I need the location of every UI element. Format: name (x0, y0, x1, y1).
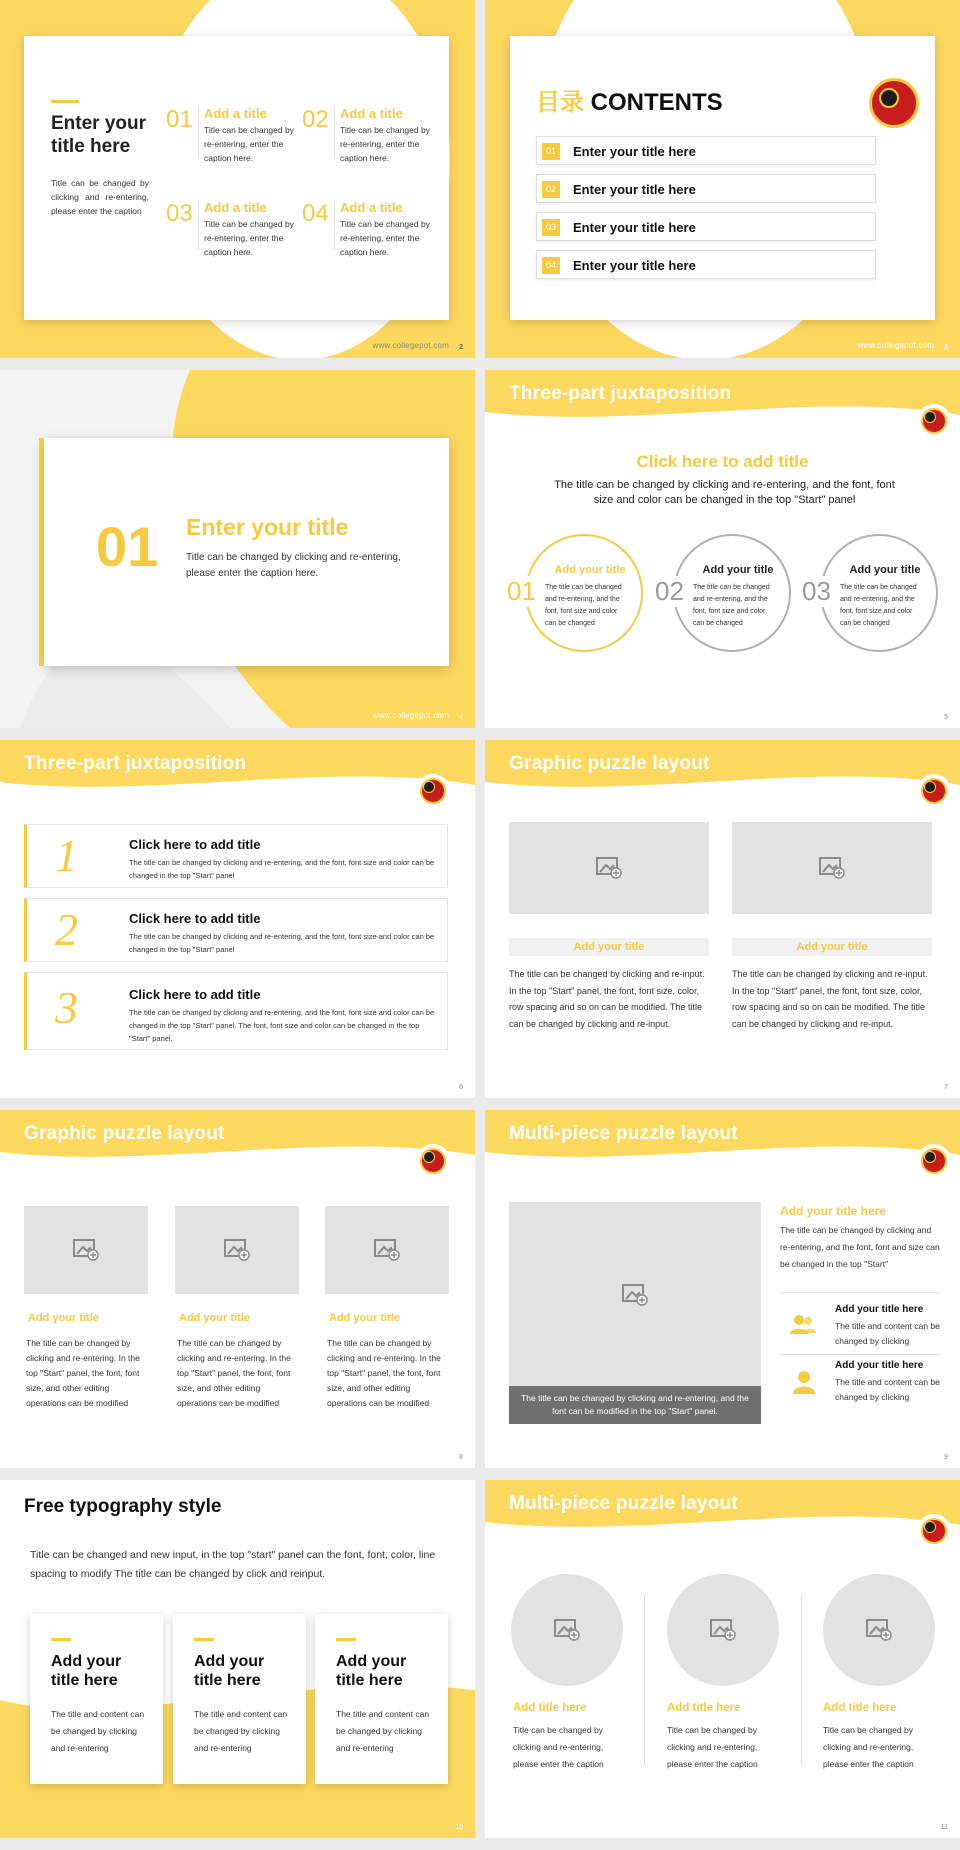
info-card (173, 1614, 306, 1784)
add-image-icon (866, 1619, 892, 1641)
page-number: 11 (940, 1824, 948, 1831)
section-caption: Title can be changed by clicking and re-entering, please enter the caption here. (186, 552, 401, 579)
school-logo (917, 1144, 951, 1178)
image-placeholder[interactable] (509, 1202, 761, 1424)
slide-multi-piece (485, 1110, 960, 1468)
contents-item[interactable] (536, 212, 876, 241)
list-item (24, 972, 448, 1050)
item-number: 1 (55, 830, 78, 881)
accent-bar (39, 438, 44, 666)
info-card (315, 1614, 448, 1784)
add-image-icon (73, 1239, 99, 1261)
accent-bar (51, 1638, 71, 1641)
divider (801, 1595, 802, 1765)
info-card (30, 1614, 163, 1784)
divider (780, 1292, 940, 1293)
item-title: Add your title (28, 1312, 99, 1324)
item-text: The title can be changed by clicking and re-input. In the top "Start" panel, the font, font size, color, row spacing and so on can be modified. The title can be changed by clicking and re-input. (732, 969, 928, 1029)
content-card (510, 36, 935, 320)
page-number: 3 (944, 344, 948, 351)
item-number: 04 (302, 200, 329, 227)
item-title: Add title here (513, 1702, 587, 1714)
agenda-item (166, 106, 294, 176)
image-placeholder[interactable] (511, 1574, 623, 1686)
page-number: 5 (944, 714, 948, 721)
item-number: 02 (542, 181, 560, 198)
item-text: Title can be changed by clicking and re-entering, please enter the caption (823, 1725, 914, 1769)
divider (644, 1595, 645, 1765)
page-number: 7 (944, 1084, 948, 1091)
feature-text: The title and content can be changed by clicking (835, 1377, 940, 1402)
school-logo (917, 774, 951, 808)
circle-title: Add your title (849, 564, 921, 576)
image-placeholder[interactable] (732, 822, 932, 914)
item-number: 04 (542, 257, 560, 274)
intro-text: Title can be changed and new input, in the top "start" panel can the font, font, color, line spacing to modify The title can be changed by click and reinput. (30, 1549, 436, 1580)
section-title: Enter your title (186, 514, 349, 540)
image-placeholder[interactable] (667, 1574, 779, 1686)
header-title: Multi-piece puzzle layout (509, 1493, 738, 1514)
add-image-icon (224, 1239, 250, 1261)
header-title: Three-part juxtaposition (24, 753, 247, 774)
contents-item[interactable] (536, 174, 876, 203)
item-number: 01 (542, 143, 560, 160)
page-number: 2 (459, 344, 463, 351)
item-number: 2 (55, 904, 78, 955)
card-text: The title and content can be changed by clicking and re-entering (194, 1709, 288, 1753)
footer-url: www.collegepot.com (372, 341, 449, 350)
item-title: Add your title (509, 938, 709, 956)
header-band (0, 1110, 475, 1180)
item-text: The title can be changed by clicking and re-entering, and the font, font size and color can be changed in the top "Start" panel (129, 858, 435, 880)
image-placeholder[interactable] (823, 1574, 935, 1686)
item-title: Add your title (732, 938, 932, 956)
heading-cn: 目录 (536, 89, 584, 116)
card-text: The title and content can be changed by clicking and re-entering (336, 1709, 430, 1753)
circle-number: 01 (507, 576, 536, 606)
header-band (485, 1110, 960, 1180)
item-number: 01 (166, 106, 193, 133)
item-title: Click here to add title (129, 837, 261, 852)
page-number: 8 (459, 1454, 463, 1461)
contents-item[interactable] (536, 250, 876, 279)
header-title: Graphic puzzle layout (509, 753, 710, 774)
main-title: Click here to add title (636, 452, 809, 471)
page-number: 10 (455, 1824, 463, 1831)
header-band (485, 1480, 960, 1550)
circle-text: The title can be changed and re-entering, and the font, font size and color can be changed (545, 584, 622, 627)
add-image-icon (374, 1239, 400, 1261)
add-image-icon (596, 857, 622, 879)
main-subtitle: The title can be changed by clicking and re-entering, and the font, font size and color can be changed in the top "Start" panel (554, 479, 895, 506)
item-number: 03 (542, 219, 560, 236)
item-title: Add your title (179, 1312, 250, 1324)
page-number: 6 (459, 1084, 463, 1091)
slide-caption: Title can be changed by clicking and re-entering, please enter the caption (51, 178, 149, 216)
slide-three-part-list (0, 740, 475, 1098)
add-image-icon (554, 1619, 580, 1641)
school-logo (917, 1514, 951, 1548)
divider (780, 1354, 940, 1355)
image-placeholder[interactable] (175, 1206, 299, 1294)
add-image-icon (819, 857, 845, 879)
card-text: The title and content can be changed by clicking and re-entering (51, 1709, 145, 1753)
slide-free-typography (0, 1480, 475, 1838)
slide-multi-piece-circles (485, 1480, 960, 1838)
slide-contents (485, 0, 960, 358)
item-number: 02 (302, 106, 329, 133)
side-title: Add your title here (780, 1204, 887, 1218)
card-title: Add your title here (51, 1653, 122, 1689)
agenda-item (302, 200, 432, 270)
school-logo (416, 1144, 450, 1178)
circle-number: 02 (655, 576, 684, 606)
item-text: Title can be changed by re-entering, enter the caption here. (340, 125, 430, 163)
item-label: Enter your title here (573, 220, 696, 235)
card-title: Add your title here (336, 1653, 407, 1689)
header-title: Three-part juxtaposition (509, 383, 732, 404)
item-text: Title can be changed by re-entering, enter the caption here. (204, 125, 294, 163)
school-logo (416, 774, 450, 808)
item-title: Add your title (329, 1312, 400, 1324)
divider (334, 200, 335, 250)
add-image-icon (710, 1619, 736, 1641)
slide-title: Enter your title here (51, 113, 147, 157)
header-band (0, 740, 475, 810)
slide-section-divider (0, 370, 475, 728)
image-placeholder[interactable] (509, 822, 709, 914)
header-title: Multi-piece puzzle layout (509, 1123, 738, 1144)
circle-title: Add your title (702, 564, 774, 576)
item-text: Title can be changed by clicking and re-entering, please enter the caption (513, 1725, 604, 1769)
page-number: 4 (459, 714, 463, 721)
page-number: 9 (944, 1454, 948, 1461)
list-item (24, 898, 448, 962)
feature-text: The title and content can be changed by clicking (835, 1321, 940, 1346)
person-icon (792, 1370, 816, 1394)
item-text: The title can be changed by clicking and re-input. In the top "Start" panel, the font, font size, color, row spacing and so on can be modified. The title can be changed by clicking and re-input. (509, 969, 705, 1029)
item-title: Add a title (204, 106, 267, 121)
contents-item[interactable] (536, 136, 876, 165)
circle-item (507, 534, 643, 652)
section-number: 01 (96, 515, 159, 578)
item-text: The title can be changed by clicking and re-entering. In the top "Start" panel, the font, font size, and other editing operations can be modified (177, 1338, 291, 1408)
agenda-item (166, 200, 294, 270)
item-text: The title can be changed by clicking and re-entering, and the font, font size and color can be changed in the top "Start" panel (129, 932, 435, 954)
circle-title: Add your title (554, 564, 626, 576)
slide-title: Free typography style (24, 1496, 222, 1517)
header-title: Graphic puzzle layout (24, 1123, 225, 1144)
item-label: Enter your title here (573, 144, 696, 159)
list-item (24, 824, 448, 888)
side-text: The title can be changed by clicking and re-entering, and the font, font and size can be changed in the top "Start" (780, 1225, 940, 1269)
slide-graphic-three (0, 1110, 475, 1468)
content-card (24, 36, 449, 320)
divider (198, 200, 199, 250)
header-band (485, 740, 960, 810)
item-label: Enter your title here (573, 258, 696, 273)
footer-url: www.collegepot.com (857, 341, 934, 350)
accent-bar (194, 1638, 214, 1641)
circle-item (802, 534, 938, 652)
image-caption: The title can be changed by clicking and re-entering, and the font can be modified in the top "Start" panel. (509, 1386, 761, 1424)
image-placeholder[interactable] (325, 1206, 449, 1294)
card-title: Add your title here (194, 1653, 265, 1689)
heading-en: CONTENTS (590, 89, 723, 116)
item-title: Add a title (340, 200, 403, 215)
slide-agenda-grid (0, 0, 475, 358)
item-text: The title can be changed by clicking and re-entering, and the font, font size and color can be changed in the top "Start" panel. The font, font size and color can be changed in the top "Start" panel. (129, 1008, 435, 1043)
item-text: The title can be changed by clicking and re-entering. In the top "Start" panel, the font, font size, and other editing operations can be modified (26, 1338, 140, 1408)
divider (198, 106, 199, 156)
item-title: Click here to add title (129, 987, 261, 1002)
accent-bar (507, 80, 510, 110)
feature-title: Add your title here (835, 1304, 924, 1315)
add-image-icon (622, 1284, 648, 1306)
accent-bar (51, 100, 79, 103)
feature-item (780, 1358, 940, 1414)
item-label: Enter your title here (573, 182, 696, 197)
item-title: Add title here (667, 1702, 741, 1714)
slide-three-part-circles (485, 370, 960, 728)
content-card (44, 438, 449, 666)
school-logo (917, 404, 951, 438)
school-logo (867, 76, 921, 130)
item-number: 03 (166, 200, 193, 227)
image-placeholder[interactable] (24, 1206, 148, 1294)
circle-item (655, 534, 791, 652)
item-number: 3 (55, 982, 78, 1033)
item-text: Title can be changed by re-entering, enter the caption here. (204, 219, 294, 257)
item-title: Add a title (204, 200, 267, 215)
item-text: The title can be changed by clicking and re-entering. In the top "Start" panel, the font, font size, and other editing operations can be modified (327, 1338, 441, 1408)
footer-url: www.collegepot.com (372, 711, 449, 720)
circle-text: The title can be changed and re-entering, and the font, font size and color can be changed (840, 584, 917, 627)
feature-title: Add your title here (835, 1360, 924, 1371)
slide-graphic-two (485, 740, 960, 1098)
item-title: Add title here (823, 1702, 897, 1714)
item-text: Title can be changed by clicking and re-entering, please enter the caption (667, 1725, 758, 1769)
item-title: Add a title (340, 106, 403, 121)
circle-text: The title can be changed and re-entering, and the font, font size and color can be changed (693, 584, 770, 627)
contents-heading (536, 82, 723, 117)
accent-bar (336, 1638, 356, 1641)
group-icon (790, 1314, 816, 1336)
divider (334, 106, 335, 156)
item-text: Title can be changed by re-entering, enter the caption here. (340, 219, 430, 257)
header-band (485, 370, 960, 440)
circle-number: 03 (802, 576, 831, 606)
item-title: Click here to add title (129, 911, 261, 926)
feature-item (780, 1298, 940, 1354)
agenda-item (302, 106, 432, 176)
